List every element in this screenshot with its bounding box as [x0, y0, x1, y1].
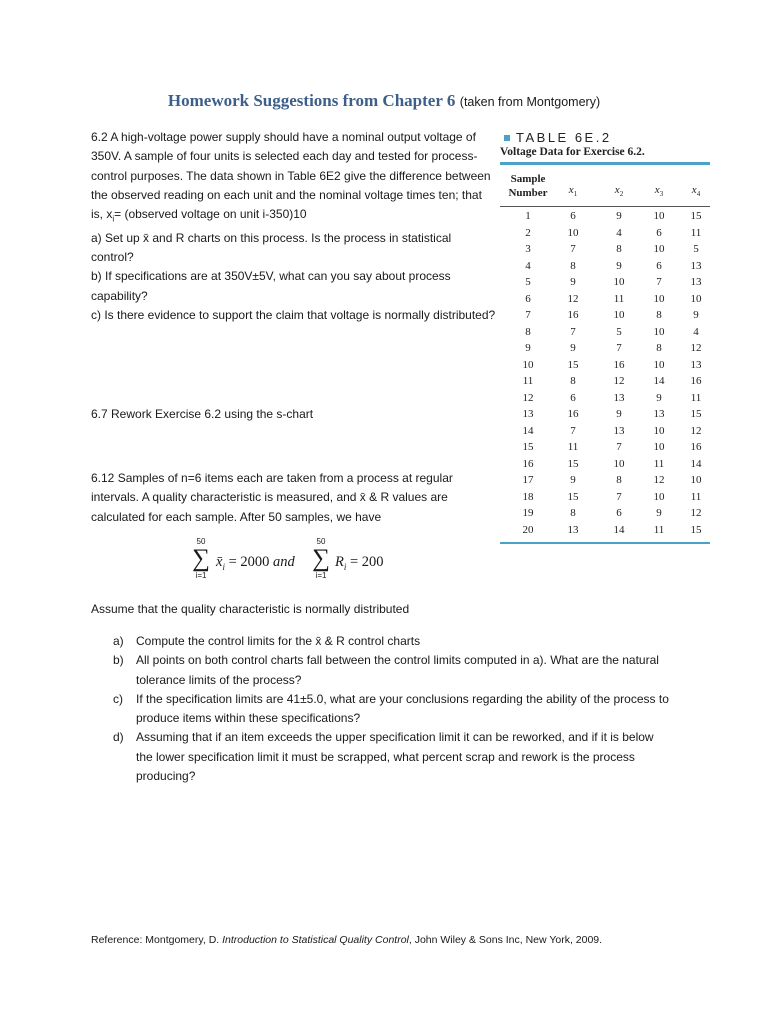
table-row — [500, 425, 710, 442]
table-cell: 12 — [567, 292, 579, 305]
table-row — [500, 260, 710, 277]
table-cell: 9 — [656, 507, 662, 519]
table-cell: 1 — [525, 210, 531, 222]
table-cell: 9 — [616, 210, 622, 222]
table-cell: 19 — [522, 507, 534, 519]
table-cell: 10 — [653, 424, 665, 437]
table-cell: 15 — [522, 441, 534, 453]
table-cell: 9 — [656, 391, 662, 404]
table-cell: 16 — [567, 309, 579, 321]
table-cell: 11 — [613, 292, 625, 305]
table-cell: 13 — [522, 408, 534, 420]
table-cell: 5 — [693, 243, 699, 255]
col-x4: $x_4$ — [691, 184, 701, 199]
table-cell: 10 — [690, 292, 702, 305]
table-cell: 10 — [613, 276, 625, 288]
table-row — [500, 507, 710, 524]
col-sample-number: Sample Number — [508, 173, 548, 199]
table-cell: 12 — [613, 375, 625, 387]
table-cell: 18 — [522, 490, 534, 503]
list-item: a) Compute the control limits for the x̄ & R control charts — [113, 634, 421, 648]
table-cell: 6 — [616, 507, 622, 519]
table-cell: 13 — [690, 276, 702, 288]
col-x1: $x_1$ — [568, 184, 578, 199]
table-row — [500, 293, 710, 310]
table-cell: 13 — [613, 391, 625, 404]
exercise-6-12-text: 6.12 Samples of n=6 items each are taken from a process at regular intervals. A quality characteristic is measured, and x̄ & R values are calculated for each sample. After 50 samples, we have — [91, 471, 453, 524]
table-cell: 10 — [653, 325, 665, 338]
table-row — [500, 326, 710, 343]
table-cell: 4 — [616, 226, 622, 239]
table-cell: 6 — [570, 391, 576, 404]
table-cell: 8 — [656, 309, 662, 321]
table-cell: 8 — [570, 259, 576, 272]
table-cell: 12 — [653, 474, 665, 486]
table-cell: 11 — [690, 391, 702, 404]
exercise-6-7: 6.7 Rework Exercise 6.2 using the s-chart — [91, 407, 314, 421]
table-cell: 11 — [567, 441, 579, 453]
table-top-rule — [500, 162, 710, 165]
formula-right-term: $R_i = 200$ — [335, 554, 384, 572]
table-cell: 12 — [522, 391, 534, 404]
table-row — [500, 309, 710, 326]
table-cell: 7 — [570, 424, 576, 437]
exercise-6-2 — [91, 128, 496, 325]
table-cell: 12 — [690, 507, 702, 519]
table-cell: 7 — [616, 342, 622, 354]
table-cell: 11 — [653, 523, 665, 536]
table-cell: 7 — [570, 243, 576, 255]
table-cell: 8 — [616, 243, 622, 255]
table-cell: 10 — [653, 441, 665, 453]
table-cell: 7 — [616, 490, 622, 503]
table-cell: 6 — [656, 259, 662, 272]
summation-formula — [188, 537, 428, 593]
table-caption: Voltage Data for Exercise 6.2. — [500, 146, 645, 158]
exercise-6-12 — [91, 469, 491, 527]
table-cell: 11 — [522, 375, 534, 387]
table-cell: 5 — [525, 276, 531, 288]
table-cell: 2 — [525, 226, 531, 239]
table-cell: 14 — [690, 457, 702, 470]
table-cell: 13 — [567, 523, 579, 536]
table-row — [500, 441, 710, 458]
table-cell: 11 — [690, 490, 702, 503]
table-cell: 9 — [570, 474, 576, 486]
table-row — [500, 474, 710, 491]
table-cell: 16 — [690, 375, 702, 387]
sum-symbol-left: 50 ∑ i=1 — [192, 537, 210, 580]
table-cell: 9 — [570, 276, 576, 288]
table-cell: 10 — [653, 358, 665, 371]
table-cell: 8 — [570, 375, 576, 387]
table-cell: 20 — [522, 523, 534, 536]
title-main: Homework Suggestions from Chapter 6 — [167, 91, 456, 110]
col-x3: $x_3$ — [654, 184, 664, 199]
table-cell: 15 — [690, 210, 702, 222]
table-cell: 13 — [653, 408, 665, 420]
table-cell: 10 — [613, 309, 625, 321]
table-header-rule — [500, 206, 710, 207]
table-cell: 7 — [525, 309, 531, 321]
table-cell: 7 — [616, 441, 622, 453]
table-cell: 9 — [570, 342, 576, 354]
table-row — [500, 375, 710, 392]
reference-citation: Reference: Montgomery, D. Introduction to Statistical Quality Control, John Wiley & Sons Inc, New York, 2009. — [91, 934, 603, 946]
table-cell: 8 — [570, 507, 576, 519]
assumption-text: Assume that the quality characteristic is normally distributed — [91, 602, 410, 616]
table-cell: 9 — [693, 309, 699, 321]
table-cell: 4 — [525, 259, 531, 272]
table-bottom-rule — [500, 542, 710, 544]
title-subtitle: (taken from Montgomery) — [459, 95, 601, 109]
table-cell: 9 — [616, 259, 622, 272]
voltage-data-table — [500, 130, 710, 544]
table-cell: 17 — [522, 474, 534, 486]
table-cell: 12 — [690, 424, 702, 437]
table-cell: 15 — [690, 408, 702, 420]
exercise-6-2-part-a: a) Set up x̄ and R charts on this process. Is the process in statistical control? — [91, 230, 452, 265]
exercise-6-12-parts — [91, 632, 671, 786]
table-cell: 14 — [653, 375, 665, 387]
table-row — [500, 227, 710, 244]
table-cell: 14 — [613, 523, 625, 536]
table-cell: 4 — [693, 325, 699, 338]
exercise-6-2-part-c: c) Is there evidence to support the claim that voltage is normally distributed? — [91, 308, 496, 323]
list-item: d) Assuming that if an item exceeds the upper specification limit it can be reworked, and if it is below the lower specification limit it must be scrapped, what percent scrap and rework is the process producing? — [113, 730, 654, 784]
table-cell: 5 — [616, 325, 622, 338]
table-row — [500, 408, 710, 425]
table-cell: 16 — [522, 457, 534, 470]
table-cell: 16 — [690, 441, 702, 453]
table-cell: 10 — [567, 226, 579, 239]
table-body — [500, 210, 710, 540]
table-cell: 7 — [570, 325, 576, 338]
table-row — [500, 491, 710, 508]
table-cell: 10 — [653, 210, 665, 222]
table-label: TABLE 6E.2 — [500, 130, 710, 145]
table-cell: 15 — [567, 358, 579, 371]
table-row — [500, 243, 710, 260]
table-cell: 12 — [690, 342, 702, 354]
square-bullet-icon — [504, 135, 510, 141]
table-cell: 14 — [522, 424, 534, 437]
table-cell: 8 — [656, 342, 662, 354]
table-cell: 15 — [567, 457, 579, 470]
table-cell: 10 — [522, 358, 534, 371]
table-cell: 13 — [690, 358, 702, 371]
sum-symbol-right: 50 ∑ i=1 — [312, 537, 330, 580]
table-cell: 11 — [690, 226, 702, 239]
table-cell: 6 — [525, 292, 531, 305]
table-cell: 9 — [616, 408, 622, 420]
exercise-6-2-part-b: b) If specifications are at 350V±5V, what can you say about process capability? — [91, 269, 451, 303]
page-title — [0, 91, 768, 111]
table-cell: 16 — [567, 408, 579, 420]
formula-left-term: $x̄_i = 2000$ and — [216, 554, 295, 572]
table-cell: 6 — [656, 226, 662, 239]
table-cell: 8 — [616, 474, 622, 486]
table-cell: 9 — [525, 342, 531, 354]
table-cell: 11 — [653, 457, 665, 470]
table-cell: 3 — [525, 243, 531, 255]
table-row — [500, 342, 710, 359]
table-cell: 10 — [690, 474, 702, 486]
table-cell: 10 — [653, 243, 665, 255]
table-header — [500, 170, 710, 206]
table-cell: 10 — [613, 457, 625, 470]
table-cell: 15 — [690, 523, 702, 536]
table-cell: 7 — [656, 276, 662, 288]
col-x2: $x_2$ — [614, 184, 624, 199]
table-cell: 13 — [613, 424, 625, 437]
table-cell: 13 — [690, 259, 702, 272]
exercise-6-2-intro: 6.2 A high-voltage power supply should have a nominal output voltage of 350V. A sample of four units is selected each day and tested for process-control purposes. The data shown in Table 6E2 give the difference between the observed reading on each unit and the nominal voltage times ten; that is, $x_i=$ (observed voltage on unit i-350)10 — [91, 130, 491, 224]
table-row — [500, 392, 710, 409]
table-cell: 6 — [570, 210, 576, 222]
table-row — [500, 359, 710, 376]
table-cell: 8 — [525, 325, 531, 338]
table-row — [500, 276, 710, 293]
table-cell: 10 — [653, 490, 665, 503]
table-cell: 15 — [567, 490, 579, 503]
table-row — [500, 524, 710, 541]
table-row — [500, 458, 710, 475]
table-cell: 10 — [653, 292, 665, 305]
list-item: b) All points on both control charts fall between the control limits computed in a). What are the natural tolerance limits of the process? — [113, 653, 659, 687]
table-cell: 16 — [613, 358, 625, 371]
table-row — [500, 210, 710, 227]
list-item: c) If the specification limits are 41±5.0, what are your conclusions regarding the ability of the process to produce items within these specifications? — [113, 691, 669, 726]
